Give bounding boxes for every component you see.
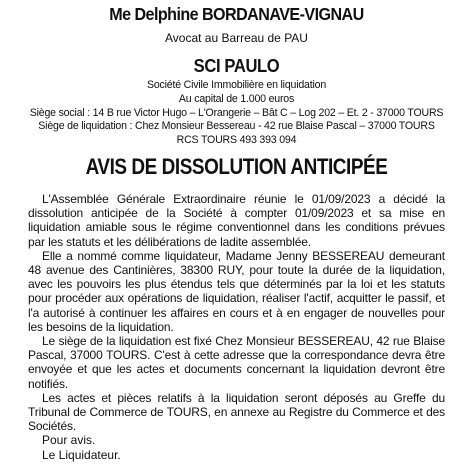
lawyer-title: Avocat au Barreau de PAU	[165, 31, 308, 45]
company-registered-office: Siège social : 14 B rue Victor Hugo – L'Orangerie – Bât C – Log 202 – Et. 2 - 37000 TOURS	[29, 106, 444, 119]
company-liquidation-office: Siège de liquidation : Chez Monsieur Bessereau - 42 rue Blaise Pascal – 37000 TOURS	[38, 120, 435, 133]
company-info	[28, 79, 445, 148]
company-name: SCI PAULO	[193, 56, 280, 76]
company-legal-form: Société Civile Immobilière en liquidation	[146, 79, 327, 91]
company-capital: Au capital de 1.000 euros	[178, 92, 295, 105]
paragraph-filing: Les actes et pièces relatifs à la liquidation seront déposés au Greffe du Tribunal de Commerce de TOURS, en annexe au Registre du Commerce et des Sociétés.	[28, 390, 445, 434]
paragraph-liquidator: Elle a nommé comme liquidateur, Madame Jenny BESSEREAU demeurant 48 avenue des Cantinières, 38300 RUY, pour toute la durée de la liquidation, avec les pouvoirs les plus étendus tels que déterminés par la loi et les statuts pour procéder aux opérations de liquidation, réaliser l'actif, acquitter le passif, et l'a autorisé à continuer les affaires en cours et à en engager de nouvelles pour les besoins de la liquidation.	[28, 248, 445, 334]
lawyer-name: Me Delphine BORDANAVE-VIGNAU	[109, 4, 364, 24]
paragraph-liquidation-seat: Le siège de la liquidation est fixé Chez Monsieur BESSEREAU, 42 rue Blaise Pascal, 37000 TOURS. C'est à cette adresse que la correspondance devra être envoyée et que les actes et documents concernant la liquidation devront être notifiés.	[28, 334, 445, 391]
notice-body	[28, 192, 445, 462]
notice-title: AVIS DE DISSOLUTION ANTICIPÉE	[85, 153, 388, 179]
closing-signature: Le Liquidateur.	[42, 447, 121, 462]
closing-pour-avis: Pour avis.	[42, 433, 96, 448]
company-rcs: RCS TOURS 493 393 094	[176, 134, 297, 147]
paragraph-dissolution: L'Assemblée Générale Extraordinaire réunie le 01/09/2023 a décidé la dissolution anticipée de la Société à compter 01/09/2023 et sa mise en liquidation amiable sous le régime conventionnel dans les conditions prévues par les statuts et les délibérations de ladite assemblée.	[28, 191, 445, 249]
